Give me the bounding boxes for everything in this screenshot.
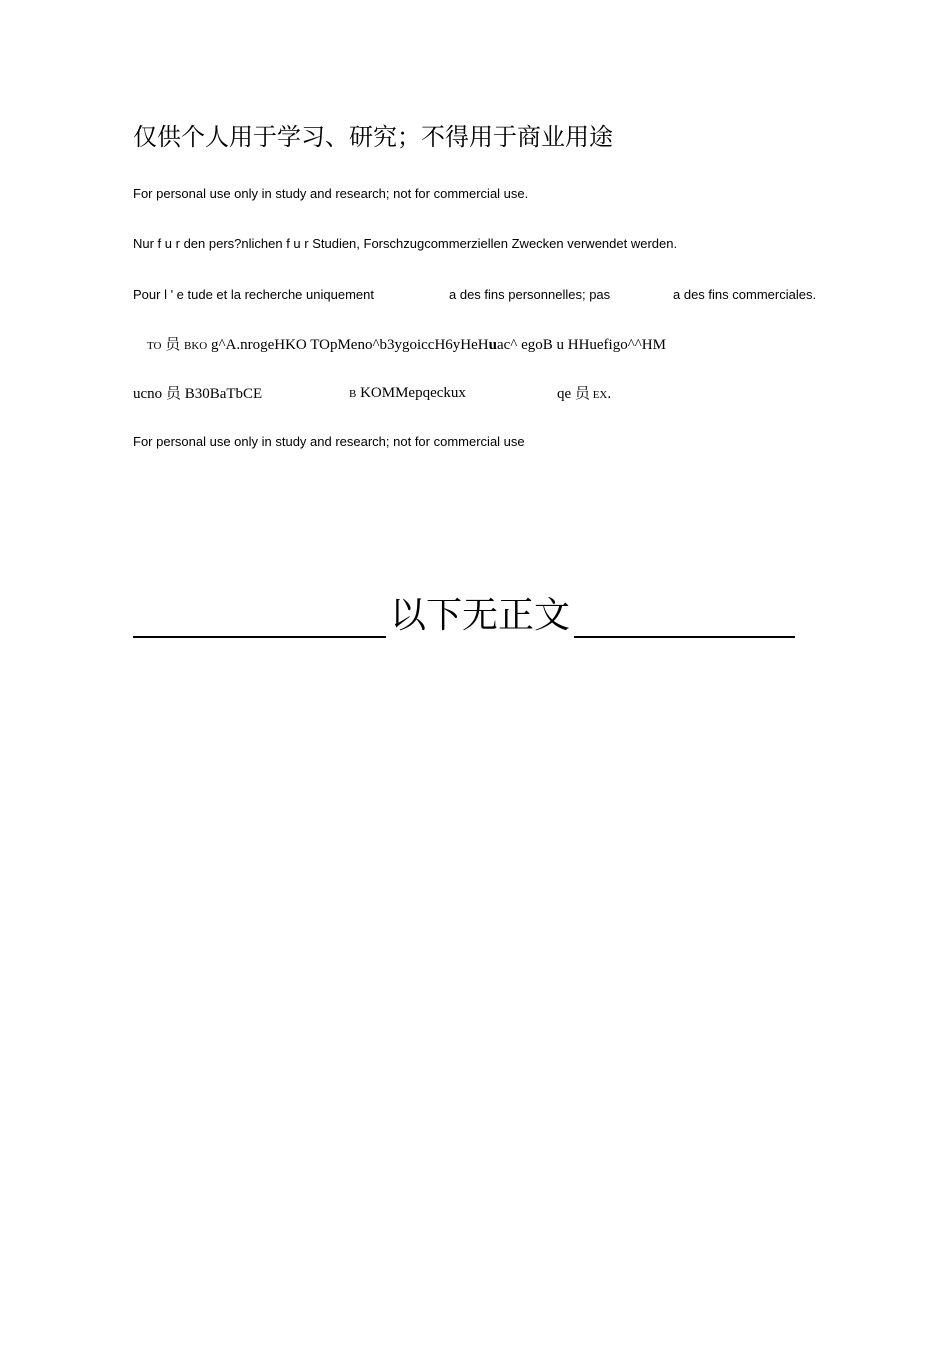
garbled-token: g^A.nrogeHKO TOpMeno^b3ygoiccH6yHeH: [207, 337, 489, 353]
end-of-text-label: 以下无正文: [389, 595, 570, 636]
english-disclaimer: For personal use only in study and research; not for commercial use.: [133, 186, 529, 201]
french-disclaimer-part-2: a des fins personnelles; pas: [449, 287, 611, 302]
garbled-segment-2: [349, 384, 466, 403]
garbled-token: EX: [589, 389, 608, 401]
garbled-token: u: [488, 337, 497, 353]
garbled-russian-line-2: [133, 384, 612, 403]
underline-rule-left: [133, 636, 386, 638]
french-disclaimer: [133, 287, 817, 303]
garbled-token: 员: [165, 384, 181, 402]
garbled-segment-3: [557, 384, 611, 404]
chinese-disclaimer-heading: 仅供个人用于学习、研究；不得用于商业用途: [133, 123, 613, 151]
garbled-token: B: [349, 388, 357, 400]
underline-rule-right: [574, 636, 795, 638]
garbled-token: 员: [165, 335, 181, 353]
english-disclaimer-repeat: For personal use only in study and research; not for commercial use: [133, 434, 525, 449]
garbled-token: ac^ egoB u HHuefigo^^HM: [496, 337, 666, 353]
garbled-token: TO: [147, 340, 162, 352]
garbled-token: BKO: [183, 340, 208, 352]
garbled-token: KOMMepqeckux: [356, 385, 466, 401]
garbled-token: .: [607, 386, 612, 402]
garbled-token: qe: [557, 386, 575, 402]
garbled-token: B30BaTbCE: [180, 386, 263, 402]
end-of-text-marker: [133, 590, 795, 646]
garbled-token: 员: [574, 384, 590, 402]
french-disclaimer-part-3: a des fins commerciales.: [673, 287, 817, 302]
german-disclaimer: Nur f u r den pers?nlichen f u r Studien, Forschzugcommerziellen Zwecken verwendet werden.: [133, 236, 678, 251]
garbled-token: ucno: [133, 386, 166, 402]
french-disclaimer-part-1: Pour l ' e tude et la recherche uniquement: [133, 287, 374, 302]
garbled-russian-line-1: [147, 335, 666, 355]
